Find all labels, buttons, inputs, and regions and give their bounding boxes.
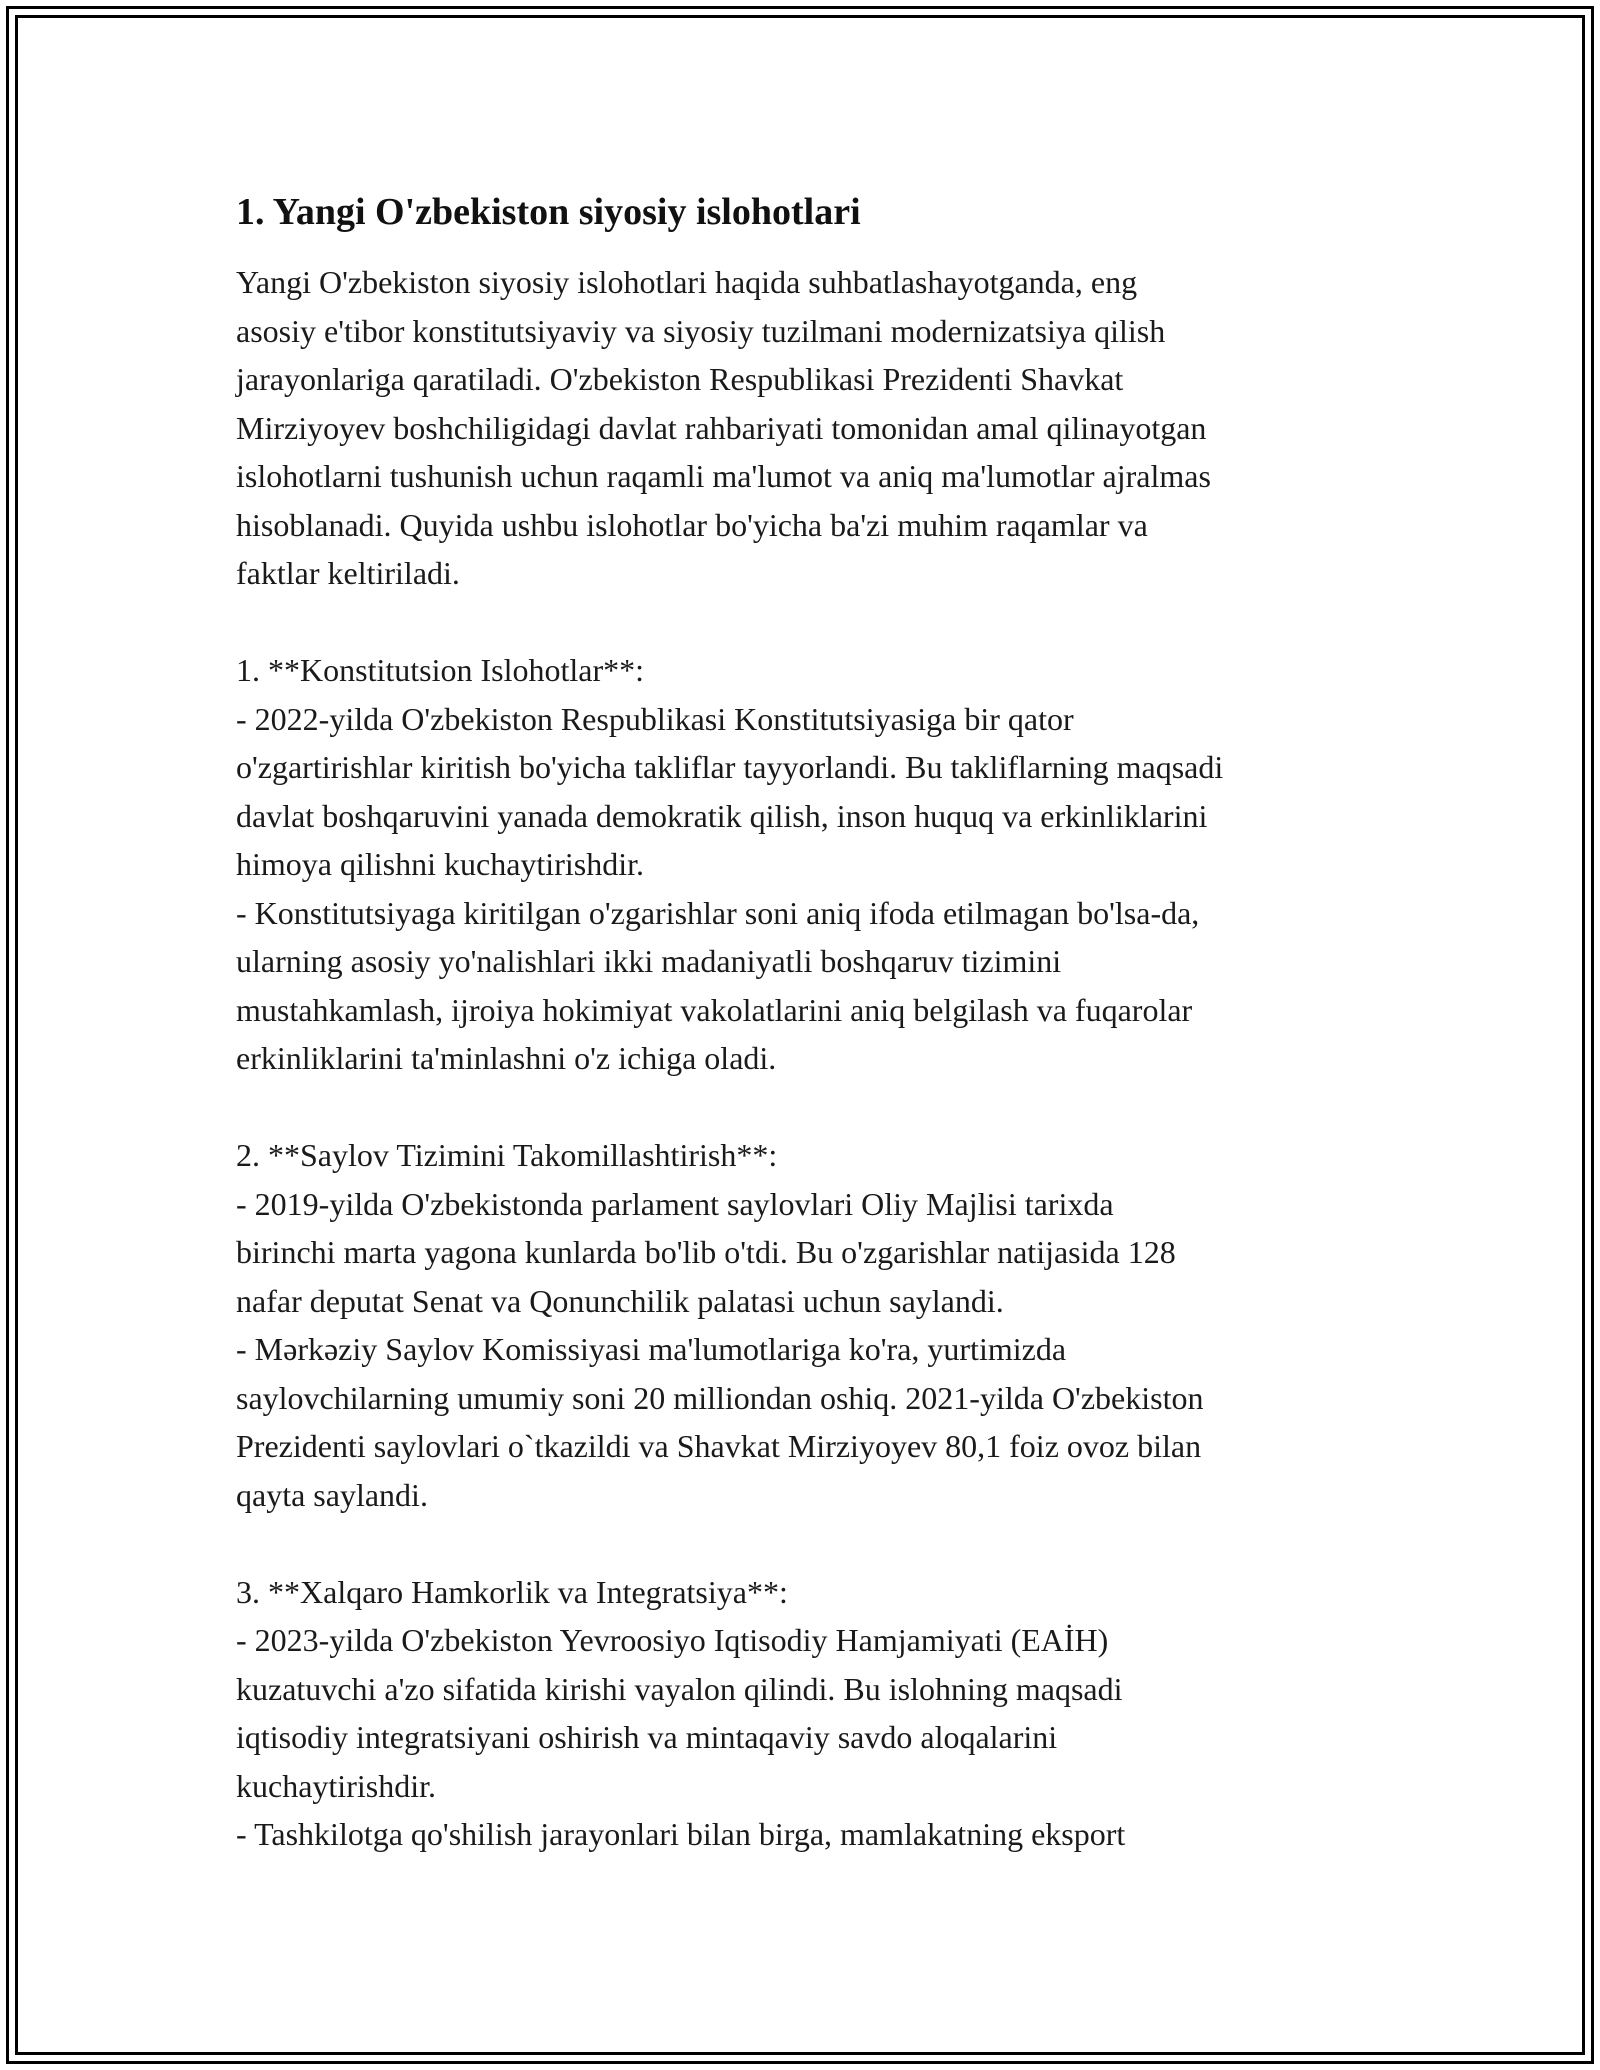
document-title: 1. Yangi O'zbekiston siyosiy islohotlari — [236, 191, 861, 233]
document-content — [236, 186, 1376, 1859]
document-body: Yangi O'zbekiston siyosiy islohotlari haqida suhbatlashayotganda, eng asosiy e'tibor konstitutsiyaviy va siyosiy tuzilmani modernizatsiya qilish jarayonlariga qaratiladi. O'zbekiston Respublikasi Prezidenti Shavkat Mirziyoyev boshchiligidagi davlat rahbariyati tomonidan amal qilinayotgan islohotlarni tushunish uchun raqamli ma'lumot va aniq ma'lumotlar ajralmas hisoblanadi. Quyida ushbu islohotlar bo'yicha ba'zi muhim raqamlar va faktlar keltiriladi. 1. **Konstitutsion Islohotlar**: - 2022-yilda O'zbekiston Respublikasi Konstitutsiyasiga bir qator o'zgartirishlar kiritish bo'yicha takliflar tayyorlandi. Bu takliflarning maqsadi davlat boshqaruvini yanada demokratik qilish, inson huquq va erkinliklarini himoya qilishni kuchaytirishdir. - Konstitutsiyaga kiritilgan o'zgarishlar soni aniq ifoda etilmagan bo'lsa-da, ularning asosiy yo'nalishlari ikki madaniyatli boshqaruv tizimini mustahkamlash, ijroiya hokimiyat vakolatlarini aniq belgilash va fuqarolar erkinliklarini ta'minlashni o'z ichiga oladi. 2. **Saylov Tizimini Takomillashtirish**: - 2019-yilda O'zbekistonda parlament saylovlari Oliy Majlisi tarixda birinchi marta yagona kunlarda bo'lib o'tdi. Bu o'zgarishlar natijasida 128 nafar deputat Senat va Qonunchilik palatasi uchun saylandi. - Mərkəziy Saylov Komissiyasi ma'lumotlariga ko'ra, yurtimizda saylovchilarning umumiy soni 20 milliondan oshiq. 2021-yilda O'zbekiston Prezidenti saylovlari o`tkazildi va Shavkat Mirziyoyev 80,1 foiz ovoz bilan qayta saylandi. 3. **Xalqaro Hamkorlik va Integratsiya**: - 2023-yilda O'zbekiston Yevroosiyo Iqtisodiy Hamjamiyati (EAİH) kuzatuvchi a'zo sifatida kirishi vayalon qilindi. Bu islohning maqsadi iqtisodiy integratsiyani oshirish va mintaqaviy savdo aloqalarini kuchaytirishdir. - Tashkilotga qo'shilish jarayonlari bilan birga, mamlakatning eksport — [236, 264, 1224, 1852]
